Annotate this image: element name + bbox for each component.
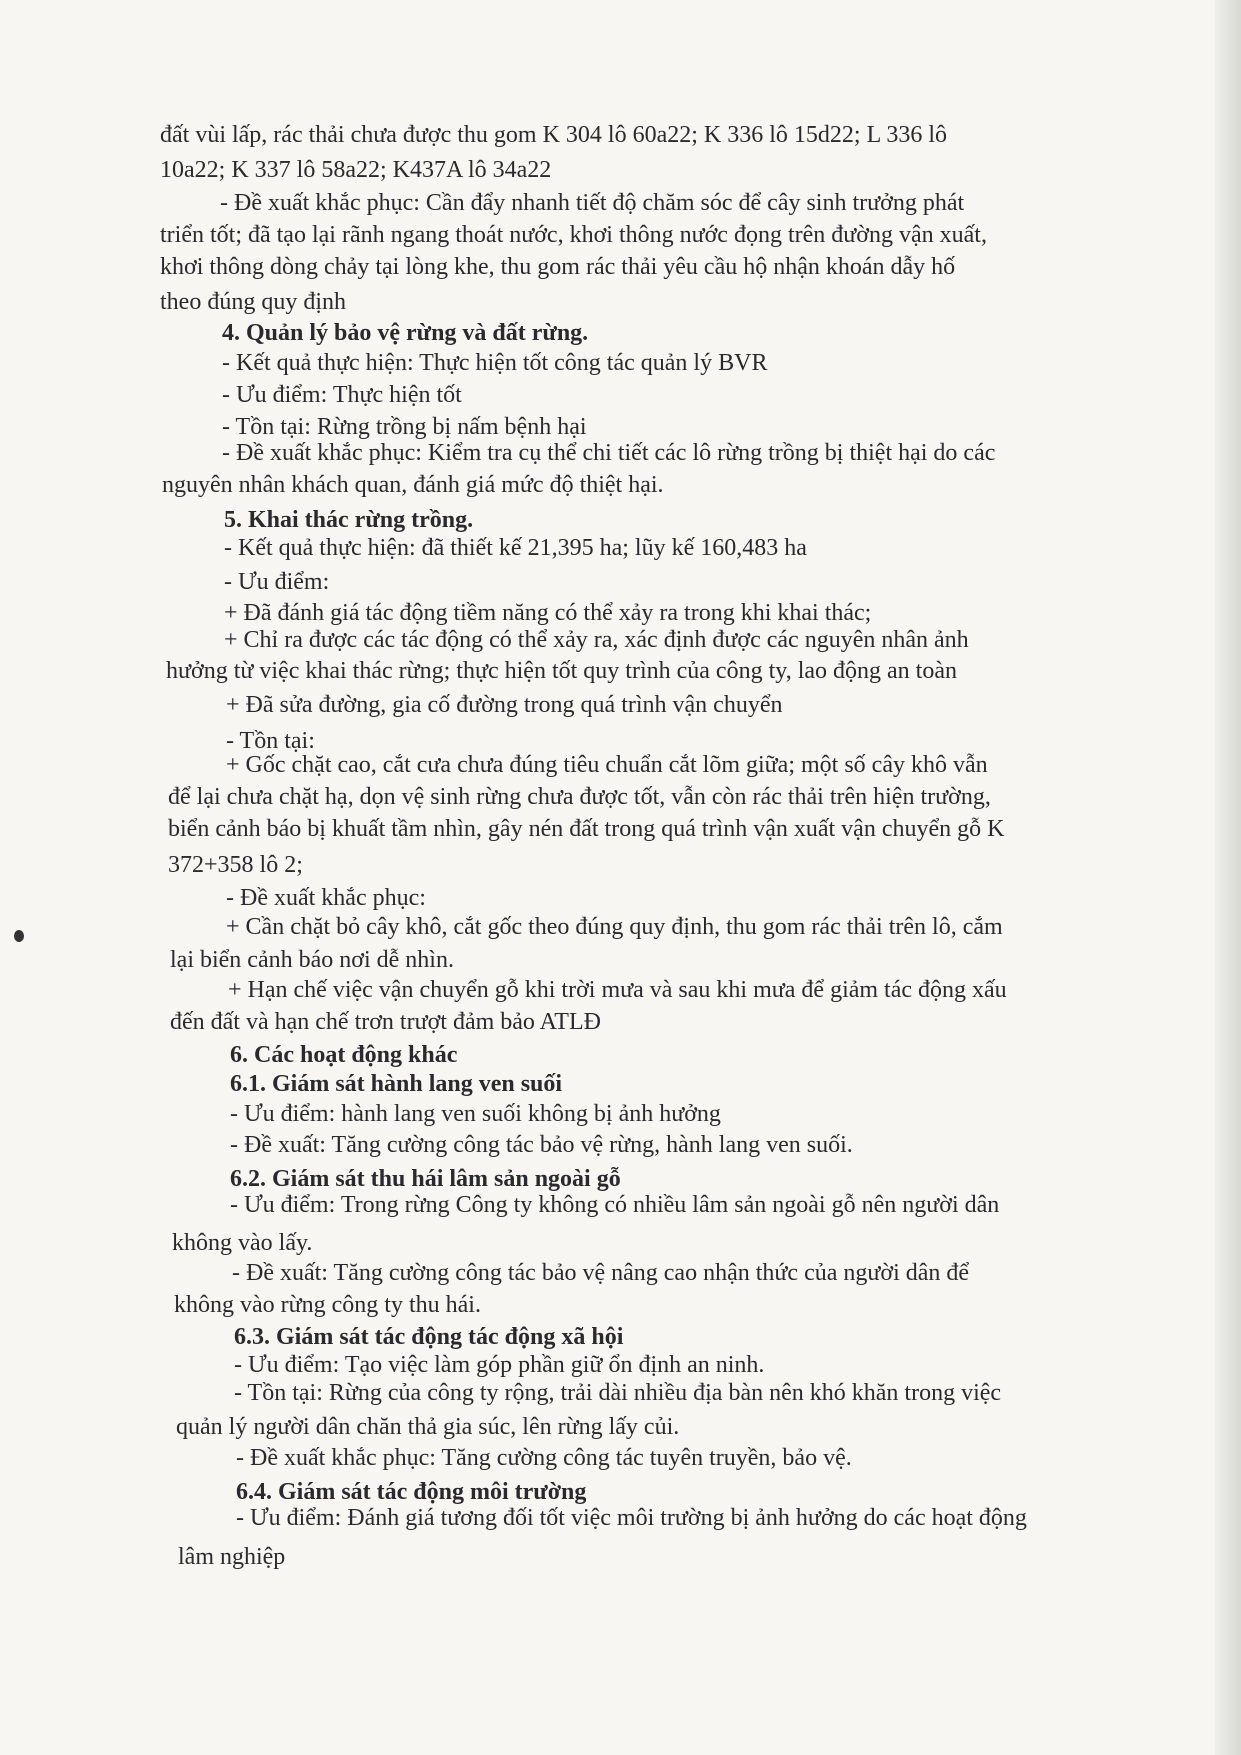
section-heading: 6.4. Giám sát tác động môi trường (236, 1479, 587, 1505)
text-line: + Đã sửa đường, gia cố đường trong quá trình vận chuyển (226, 692, 783, 718)
section-heading: 6. Các hoạt động khác (230, 1042, 458, 1068)
text-line: nguyên nhân khách quan, đánh giá mức độ thiệt hại. (162, 472, 664, 498)
text-line: 372+358 lô 2; (168, 852, 303, 878)
text-line: - Kết quả thực hiện: đã thiết kế 21,395 ha; lũy kế 160,483 ha (224, 535, 807, 561)
section-heading: 6.2. Giám sát thu hái lâm sản ngoài gỗ (230, 1166, 621, 1192)
text-line: để lại chưa chặt hạ, dọn vệ sinh rừng chưa được tốt, vẫn còn rác thải trên hiện trường, (168, 784, 991, 810)
text-line: + Cần chặt bỏ cây khô, cắt gốc theo đúng quy định, thu gom rác thải trên lô, cắm (226, 914, 1003, 940)
text-line: biển cảnh báo bị khuất tầm nhìn, gây nén đất trong quá trình vận xuất vận chuyển gỗ K (168, 816, 1005, 842)
text-line: khơi thông dòng chảy tại lòng khe, thu gom rác thải yêu cầu hộ nhận khoán dẫy hố (160, 254, 956, 280)
section-heading: 4. Quản lý bảo vệ rừng và đất rừng. (222, 320, 589, 346)
text-line: - Đề xuất khắc phục: Cần đẩy nhanh tiết độ chăm sóc để cây sinh trưởng phát (220, 190, 965, 216)
text-line: triển tốt; đã tạo lại rãnh ngang thoát nước, khơi thông nước đọng trên đường vận xuất, (160, 222, 987, 248)
text-line: - Ưu điểm: Tạo việc làm góp phần giữ ổn định an ninh. (234, 1352, 765, 1378)
text-line: - Đề xuất: Tăng cường công tác bảo vệ rừng, hành lang ven suối. (230, 1132, 853, 1158)
text-line: + Gốc chặt cao, cắt cưa chưa đúng tiêu chuẩn cắt lõm giữa; một số cây khô vẫn (226, 752, 988, 778)
text-line: - Ưu điểm: hành lang ven suối không bị ảnh hưởng (230, 1101, 721, 1127)
text-line: quản lý người dân chăn thả gia súc, lên rừng lấy củi. (176, 1414, 680, 1440)
text-line: 10a22; K 337 lô 58a22; K437A lô 34a22 (160, 157, 552, 183)
text-line: - Tồn tại: (226, 728, 315, 754)
text-line: - Ưu điểm: Thực hiện tốt (222, 382, 462, 408)
text-line: + Chỉ ra được các tác động có thể xảy ra, xác định được các nguyên nhân ảnh (224, 627, 969, 653)
text-line: - Tồn tại: Rừng trồng bị nấm bệnh hại (222, 414, 587, 440)
section-heading: 5. Khai thác rừng trồng. (224, 507, 474, 533)
text-line: - Đề xuất khắc phục: (226, 885, 426, 911)
text-line: không vào lấy. (172, 1230, 313, 1256)
text-line: + Đã đánh giá tác động tiềm năng có thể xảy ra trong khi khai thác; (224, 600, 872, 626)
text-line: - Ưu điểm: (224, 569, 330, 595)
text-line: - Ưu điểm: Trong rừng Công ty không có nhiều lâm sản ngoài gỗ nên người dân (230, 1192, 1000, 1218)
text-line: đến đất và hạn chế trơn trượt đảm bảo ATLĐ (170, 1009, 601, 1035)
text-line: theo đúng quy định (160, 289, 346, 315)
text-line: - Đề xuất khắc phục: Kiểm tra cụ thể chi tiết các lô rừng trồng bị thiệt hại do các (222, 440, 996, 466)
text-line: lại biển cảnh báo nơi dễ nhìn. (170, 947, 454, 973)
section-heading: 6.3. Giám sát tác động tác động xã hội (234, 1324, 624, 1350)
text-line: - Kết quả thực hiện: Thực hiện tốt công tác quản lý BVR (222, 350, 768, 376)
text-line: đất vùi lấp, rác thải chưa được thu gom K 304 lô 60a22; K 336 lô 15d22; L 336 lô (160, 122, 948, 148)
text-line: - Đề xuất: Tăng cường công tác bảo vệ nâng cao nhận thức của người dân để (232, 1260, 970, 1286)
text-line: hưởng từ việc khai thác rừng; thực hiện tốt quy trình của công ty, lao động an toàn (166, 658, 957, 684)
text-line: không vào rừng công ty thu hái. (174, 1292, 481, 1318)
section-heading: 6.1. Giám sát hành lang ven suối (230, 1071, 563, 1097)
text-line: lâm nghiệp (178, 1544, 286, 1570)
text-line: + Hạn chế việc vận chuyển gỗ khi trời mưa và sau khi mưa để giảm tác động xấu (228, 977, 1007, 1003)
text-line: - Ưu điểm: Đánh giá tương đối tốt việc môi trường bị ảnh hưởng do các hoạt động (236, 1505, 1027, 1531)
text-line: - Đề xuất khắc phục: Tăng cường công tác tuyên truyền, bảo vệ. (236, 1445, 852, 1471)
text-line: - Tồn tại: Rừng của công ty rộng, trải dài nhiều địa bàn nên khó khăn trong việc (234, 1380, 1002, 1406)
